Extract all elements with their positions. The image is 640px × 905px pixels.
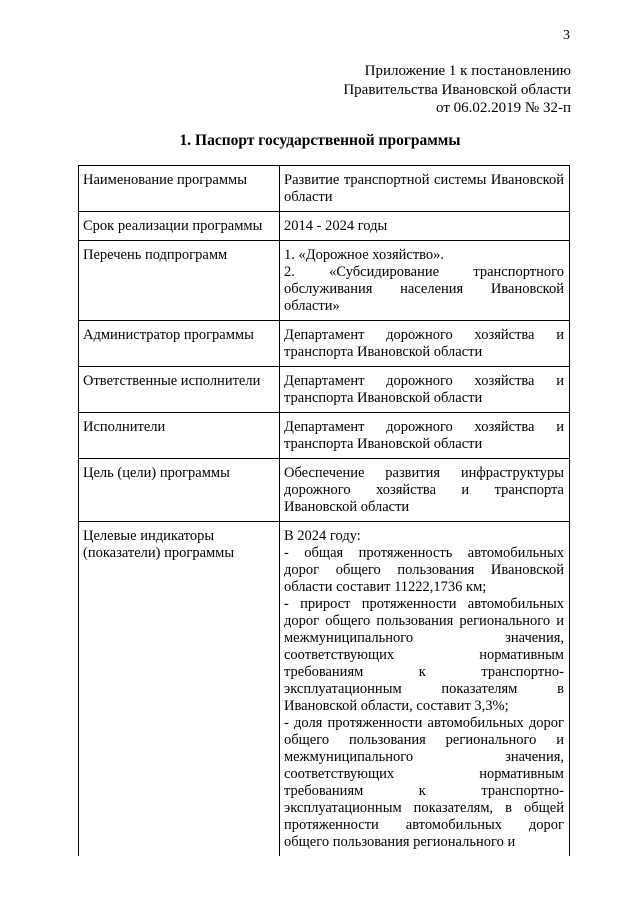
row-label: Ответственные исполнители [79,367,280,413]
value-paragraph: Департамент дорожного хозяйства и транспорта Ивановской области [284,327,564,360]
row-label: Администратор программы [79,321,280,367]
table-row [79,241,570,321]
table-row [79,459,570,522]
appendix-line-1: Приложение 1 к постановлению [364,63,571,79]
row-label: Цель (цели) программы [79,459,280,522]
row-value [280,241,570,321]
table-row [79,212,570,241]
appendix-header [343,62,571,118]
value-paragraph: 2. «Субсидирование транспортного обслуживания населения Ивановской области» [284,264,564,314]
row-label: Перечень подпрограмм [79,241,280,321]
table-row [79,367,570,413]
value-paragraph: - доля протяженности автомобильных дорог общего пользования регионального и межмуниципального значения, соответствующих нормативным требованиям к транспортно-эксплуатационным показателям, в общей протяженности автомобильных дорог общего пользования регионального и [284,715,564,850]
row-value [280,212,570,241]
passport-table [78,165,570,856]
row-label: Целевые индикаторы (показатели) программы [79,522,280,857]
value-paragraph: - прирост протяженности автомобильных дорог общего пользования регионального и межмуниципального значения, соответствующих нормативным требованиям к транспортно-эксплуатационным показателям в Ивановской области, составит 3,3%; [284,596,564,714]
page-number: 3 [563,28,570,43]
value-paragraph: В 2024 году: [284,528,361,544]
row-value [280,459,570,522]
value-paragraph: Развитие транспортной системы Ивановской области [284,172,564,205]
value-paragraph: 1. «Дорожное хозяйство». [284,247,445,263]
table-row [79,413,570,459]
value-paragraph: Департамент дорожного хозяйства и транспорта Ивановской области [284,373,564,406]
row-label: Наименование программы [79,166,280,212]
appendix-line-3: от 06.02.2019 № 32-п [436,100,571,116]
row-value [280,321,570,367]
value-paragraph: Обеспечение развития инфраструктуры дорожного хозяйства и транспорта Ивановской области [284,465,564,515]
row-label: Исполнители [79,413,280,459]
value-paragraph: Департамент дорожного хозяйства и транспорта Ивановской области [284,419,564,452]
value-paragraph: 2014 - 2024 годы [284,218,388,234]
table-row [79,522,570,857]
document-title: 1. Паспорт государственной программы [179,132,461,149]
table-row [79,321,570,367]
row-value [280,413,570,459]
row-label: Срок реализации программы [79,212,280,241]
row-value [280,367,570,413]
value-paragraph: - общая протяженность автомобильных дорог общего пользования Ивановской области составит 11222,1736 км; [284,545,564,595]
row-value [280,166,570,212]
appendix-line-2: Правительства Ивановской области [343,81,571,98]
row-value [280,522,570,857]
table-row [79,166,570,212]
